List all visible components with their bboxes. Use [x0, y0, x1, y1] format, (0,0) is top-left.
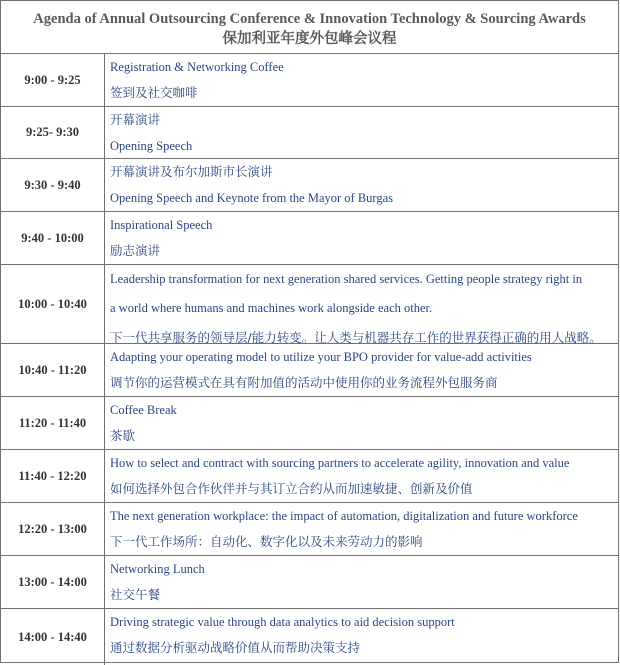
- session-description: [105, 450, 618, 502]
- session-description: [105, 54, 618, 106]
- time-slot: 9:25- 9:30: [1, 107, 105, 158]
- time-slot: 9:40 - 10:00: [1, 212, 105, 264]
- session-description: [105, 212, 618, 264]
- title-english: Agenda of Annual Outsourcing Conference & Innovation Technology & Sourcing Awards: [33, 11, 586, 27]
- session-text-chinese: 励志演讲: [110, 243, 161, 258]
- agenda-row: [1, 609, 618, 665]
- time-slot: 9:30 - 9:40: [1, 159, 105, 211]
- session-description: [105, 397, 618, 449]
- time-slot: 10:00 - 10:40: [1, 265, 105, 343]
- session-text-english: a world where humans and machines work alongside each other.: [110, 301, 433, 315]
- session-description: [105, 265, 618, 343]
- agenda-row: [1, 107, 618, 159]
- time-slot: 10:40 - 11:20: [1, 344, 105, 396]
- session-text-chinese: 如何选择外包合作伙伴并与其订立合约从而加速敏捷、创新及价值: [110, 481, 473, 496]
- session-description: [105, 344, 618, 396]
- agenda-row: [1, 265, 618, 344]
- session-text-english: Adapting your operating model to utilize your BPO provider for value-add activities: [110, 350, 532, 364]
- session-text-english: Opening Speech and Keynote from the Mayor of Burgas: [110, 191, 394, 205]
- time-slot: 13:00 - 14:00: [1, 556, 105, 608]
- session-description: [105, 556, 618, 608]
- agenda-header: [1, 1, 618, 54]
- session-text-chinese: 茶歇: [110, 428, 136, 443]
- agenda-row: [1, 397, 618, 450]
- session-text-english: Registration & Networking Coffee: [110, 60, 284, 74]
- session-text-english: How to select and contract with sourcing partners to accelerate agility, innovation and value: [110, 456, 570, 470]
- agenda-row: [1, 159, 618, 212]
- session-text-chinese: 社交午餐: [110, 587, 161, 602]
- agenda-row: [1, 503, 618, 556]
- time-slot: 14:00 - 14:40: [1, 609, 105, 665]
- session-text-chinese: 下一代共享服务的领导层/能力转变。让人类与机器共存工作的世界获得正确的用人战略。: [110, 330, 602, 343]
- agenda-rows: [1, 54, 618, 665]
- agenda-row: [1, 450, 618, 503]
- session-text-english: Opening Speech: [110, 139, 193, 153]
- session-text-english: The next generation workplace: the impact of automation, digitalization and future workforce: [110, 509, 578, 523]
- agenda-row: [1, 556, 618, 609]
- session-description: [105, 159, 618, 211]
- time-slot: 12:20 - 13:00: [1, 503, 105, 555]
- time-slot: 11:20 - 11:40: [1, 397, 105, 449]
- time-slot: 9:00 - 9:25: [1, 54, 105, 106]
- time-slot: 11:40 - 12:20: [1, 450, 105, 502]
- session-description: [105, 503, 618, 555]
- agenda-row: [1, 54, 618, 107]
- session-text-chinese: 开幕演讲及布尔加斯市长演讲: [110, 164, 273, 179]
- session-text-english: Driving strategic value through data analytics to aid decision support: [110, 615, 455, 629]
- session-description: [105, 107, 618, 158]
- agenda-row: [1, 212, 618, 265]
- session-description: [105, 609, 618, 665]
- session-text-chinese: 签到及社交咖啡: [110, 85, 198, 100]
- session-text-english: Networking Lunch: [110, 562, 205, 576]
- session-text-chinese: 通过数据分析驱动战略价值从而帮助决策支持: [110, 640, 361, 655]
- session-text-english: Coffee Break: [110, 403, 177, 417]
- session-text-english: Leadership transformation for next generation shared services. Getting people strategy right in: [110, 272, 583, 286]
- session-text-english: Inspirational Speech: [110, 218, 213, 232]
- title-chinese: 保加利亚年度外包峰会议程: [222, 31, 397, 47]
- session-text-chinese: 开幕演讲: [110, 112, 161, 127]
- session-text-chinese: 下一代工作场所：自动化、数字化以及未来劳动力的影响: [110, 534, 423, 549]
- agenda-row: [1, 344, 618, 397]
- session-text-chinese: 调节你的运营模式在具有附加值的活动中使用你的业务流程外包服务商: [110, 375, 498, 390]
